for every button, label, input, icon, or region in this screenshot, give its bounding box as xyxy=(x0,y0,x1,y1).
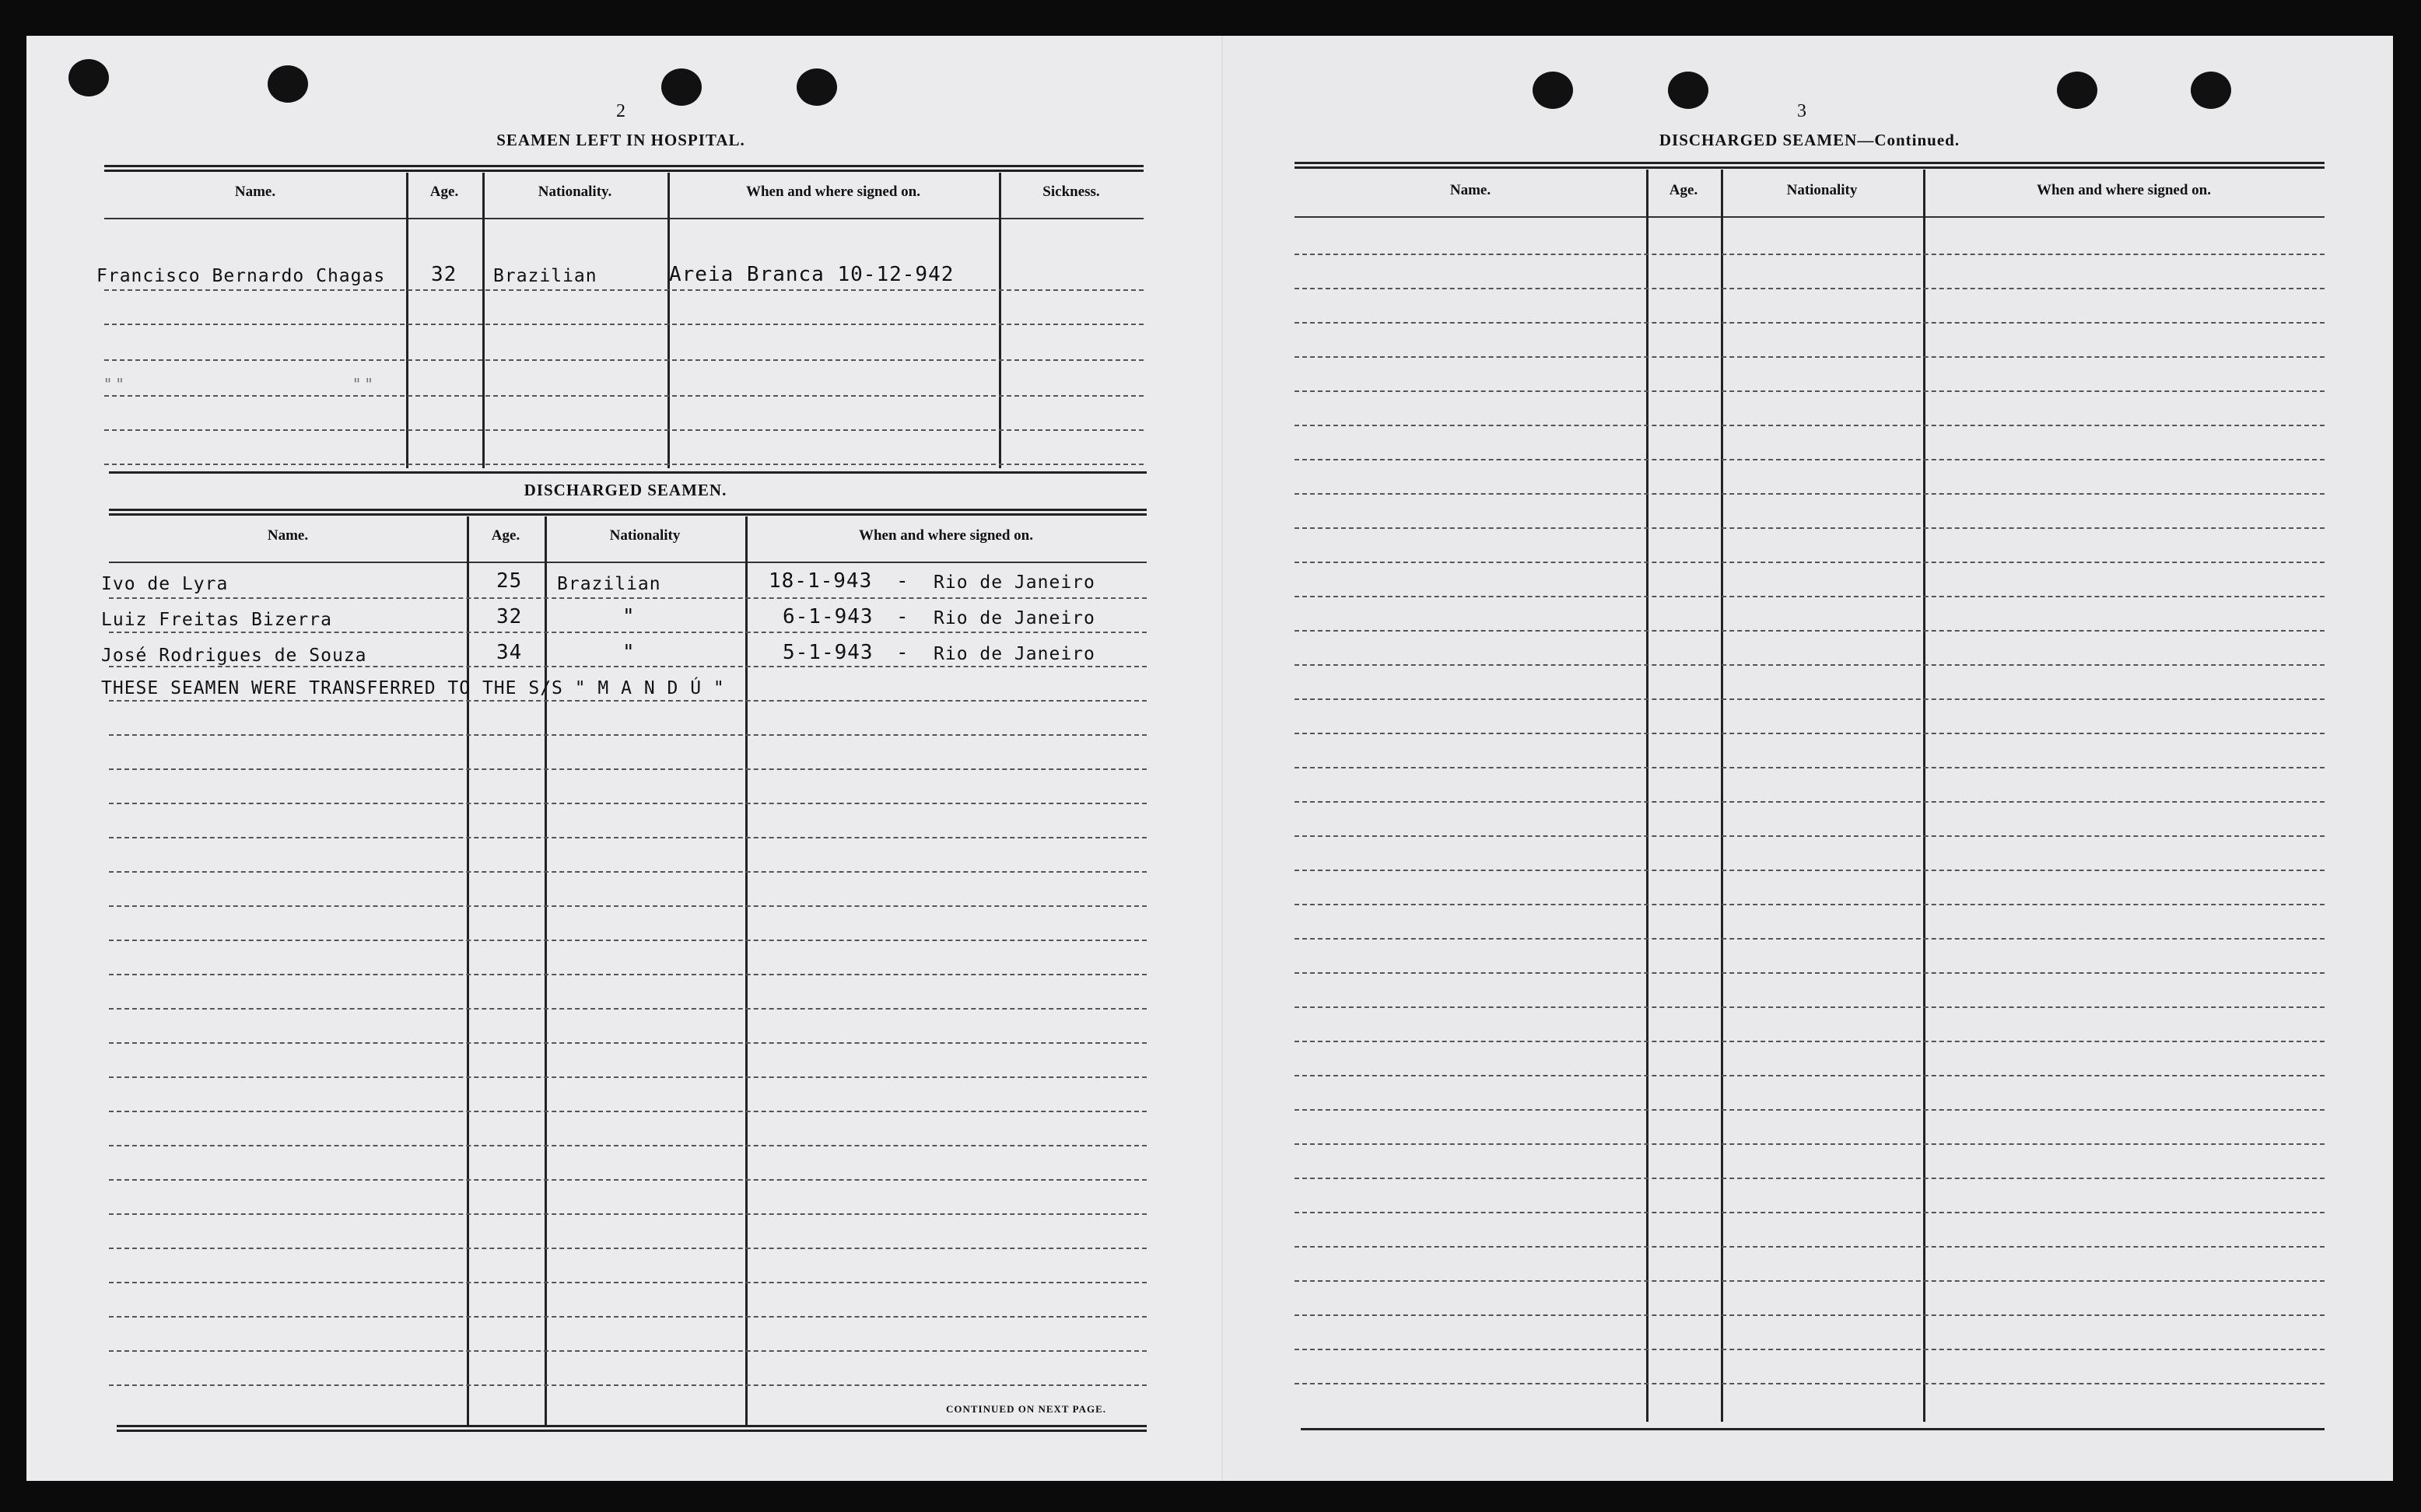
row-line xyxy=(109,1384,1147,1386)
col-divider xyxy=(406,173,408,468)
row-line xyxy=(1295,356,2325,358)
right-top-rule xyxy=(1295,162,2325,169)
seaman-signed-place: Rio de Janeiro xyxy=(934,572,1095,593)
seaman-signed-place: Rio de Janeiro xyxy=(934,608,1095,628)
seaman-age: 32 xyxy=(431,263,457,286)
row-line xyxy=(1295,767,2325,768)
discharged-col-age: Age. xyxy=(491,527,520,544)
col-divider xyxy=(745,516,748,1425)
right-col-signed-on: When and where signed on. xyxy=(2036,182,2211,198)
seaman-name: Luiz Freitas Bizerra xyxy=(101,610,332,630)
seaman-nationality: Brazilian xyxy=(493,266,597,286)
row-line xyxy=(1295,596,2325,597)
hospital-col-signed-on: When and where signed on. xyxy=(745,184,920,200)
row-line xyxy=(109,1248,1147,1249)
hospital-col-age: Age. xyxy=(429,184,459,200)
row-line xyxy=(1295,322,2325,324)
row-line xyxy=(109,1213,1147,1215)
seaman-signed-date: 6-1-943 xyxy=(783,605,874,628)
row-line xyxy=(1295,938,2325,940)
discharged-col-nationality: Nationality xyxy=(609,527,681,544)
row-line xyxy=(1295,1178,2325,1179)
row-line xyxy=(109,700,1147,702)
punch-hole xyxy=(268,65,308,103)
seaman-name: Francisco Bernardo Chagas xyxy=(96,266,386,286)
row-line xyxy=(109,666,1147,667)
punch-hole xyxy=(2057,72,2097,109)
row-line xyxy=(109,803,1147,804)
row-line xyxy=(109,974,1147,975)
row-line xyxy=(1295,459,2325,460)
row-line xyxy=(109,1076,1147,1078)
row-line xyxy=(1295,972,2325,974)
row-line xyxy=(1295,870,2325,871)
row-line xyxy=(104,359,1144,361)
row-line xyxy=(1295,1280,2325,1282)
row-line xyxy=(1295,1075,2325,1076)
discharged-header-rule xyxy=(109,562,1147,563)
row-line xyxy=(1295,733,2325,734)
row-line xyxy=(1295,562,2325,563)
row-line xyxy=(1295,801,2325,803)
row-line xyxy=(109,837,1147,838)
page-number: 2 xyxy=(616,101,625,121)
seaman-signed-date: 5-1-943 xyxy=(783,641,874,664)
row-line xyxy=(109,1008,1147,1010)
row-line xyxy=(1295,254,2325,255)
col-divider xyxy=(667,173,670,468)
row-line xyxy=(109,597,1147,599)
seaman-age: 25 xyxy=(496,569,523,593)
hospital-col-nationality: Nationality. xyxy=(538,184,612,200)
right-bottom-rule xyxy=(1301,1428,2325,1430)
seaman-name: José Rodrigues de Souza xyxy=(101,646,367,666)
row-line xyxy=(1295,630,2325,632)
right-header-rule xyxy=(1295,216,2325,218)
left-page xyxy=(26,36,1229,1481)
right-col-name: Name. xyxy=(1449,182,1491,198)
hospital-header-rule xyxy=(104,218,1144,219)
seaman-age: 32 xyxy=(496,605,523,628)
row-line xyxy=(1295,1109,2325,1111)
discharged-top-rule xyxy=(109,509,1147,516)
row-line xyxy=(109,1179,1147,1181)
row-line xyxy=(109,1350,1147,1352)
hospital-col-name: Name. xyxy=(234,184,276,200)
col-divider xyxy=(999,173,1001,468)
hospital-col-sickness: Sickness. xyxy=(1042,184,1100,200)
punch-hole xyxy=(1533,72,1573,109)
row-line xyxy=(109,1111,1147,1112)
col-divider xyxy=(467,516,469,1425)
col-divider xyxy=(545,516,547,1425)
punch-hole xyxy=(68,59,109,96)
row-line xyxy=(109,1042,1147,1044)
row-line xyxy=(1295,1212,2325,1213)
right-col-age: Age. xyxy=(1669,182,1698,198)
row-line xyxy=(109,940,1147,941)
row-line xyxy=(104,464,1144,465)
row-line xyxy=(1295,904,2325,905)
row-line xyxy=(1295,493,2325,495)
row-line xyxy=(109,768,1147,770)
seaman-signed-on: Areia Branca 10-12-942 xyxy=(669,263,955,286)
discharged-continued-heading: DISCHARGED SEAMEN—Continued. xyxy=(1659,131,1960,149)
row-line xyxy=(109,1282,1147,1283)
row-line xyxy=(1295,1041,2325,1042)
transfer-note: THESE SEAMEN WERE TRANSFERRED TO THE S/S " M A N D Ú " xyxy=(101,678,725,698)
row-line xyxy=(104,324,1144,325)
row-line xyxy=(104,429,1144,431)
row-line xyxy=(109,1316,1147,1318)
row-line xyxy=(109,871,1147,873)
discharged-bottom-rule xyxy=(117,1425,1147,1432)
seaman-signed-date: 18-1-943 xyxy=(769,569,873,593)
right-page xyxy=(1223,36,2393,1481)
row-line xyxy=(104,289,1144,291)
row-line xyxy=(1295,1143,2325,1145)
row-line xyxy=(1295,288,2325,289)
col-divider xyxy=(482,173,485,468)
seaman-name: Ivo de Lyra xyxy=(101,574,229,594)
seaman-age: 34 xyxy=(496,641,523,664)
row-line xyxy=(1295,1383,2325,1384)
discharged-col-name: Name. xyxy=(267,527,309,544)
discharged-col-signed-on: When and where signed on. xyxy=(858,527,1033,544)
hospital-top-rule xyxy=(104,165,1144,172)
ditto-mark: " " xyxy=(353,375,373,394)
continued-footer: CONTINUED ON NEXT PAGE. xyxy=(946,1403,1106,1415)
seaman-nationality: Brazilian xyxy=(557,574,661,594)
punch-hole xyxy=(661,68,702,106)
row-line xyxy=(1295,390,2325,392)
hospital-bottom-rule xyxy=(109,471,1147,474)
row-line xyxy=(109,632,1147,633)
dash: - xyxy=(896,641,909,664)
row-line xyxy=(1295,425,2325,426)
punch-hole xyxy=(2191,72,2231,109)
row-line xyxy=(1295,1246,2325,1248)
row-line xyxy=(1295,1006,2325,1008)
row-line xyxy=(109,905,1147,907)
discharged-heading: DISCHARGED SEAMEN. xyxy=(524,481,727,499)
seaman-signed-place: Rio de Janeiro xyxy=(934,644,1095,664)
row-line xyxy=(1295,835,2325,837)
right-col-nationality: Nationality xyxy=(1786,182,1858,198)
punch-hole xyxy=(1668,72,1708,109)
row-line xyxy=(1295,698,2325,700)
hospital-heading: SEAMEN LEFT IN HOSPITAL. xyxy=(496,131,745,149)
dash: - xyxy=(896,605,909,628)
punch-hole xyxy=(797,68,837,106)
dash: - xyxy=(896,569,909,593)
row-line xyxy=(1295,527,2325,529)
row-line xyxy=(1295,664,2325,666)
row-line xyxy=(104,395,1144,397)
row-line xyxy=(109,1145,1147,1146)
page-number: 3 xyxy=(1797,101,1806,121)
row-line xyxy=(1295,1314,2325,1316)
seaman-nationality: " xyxy=(622,641,636,664)
row-line xyxy=(1295,1349,2325,1350)
ditto-mark: " " xyxy=(104,375,124,394)
seaman-nationality: " xyxy=(622,605,636,628)
row-line xyxy=(109,734,1147,736)
